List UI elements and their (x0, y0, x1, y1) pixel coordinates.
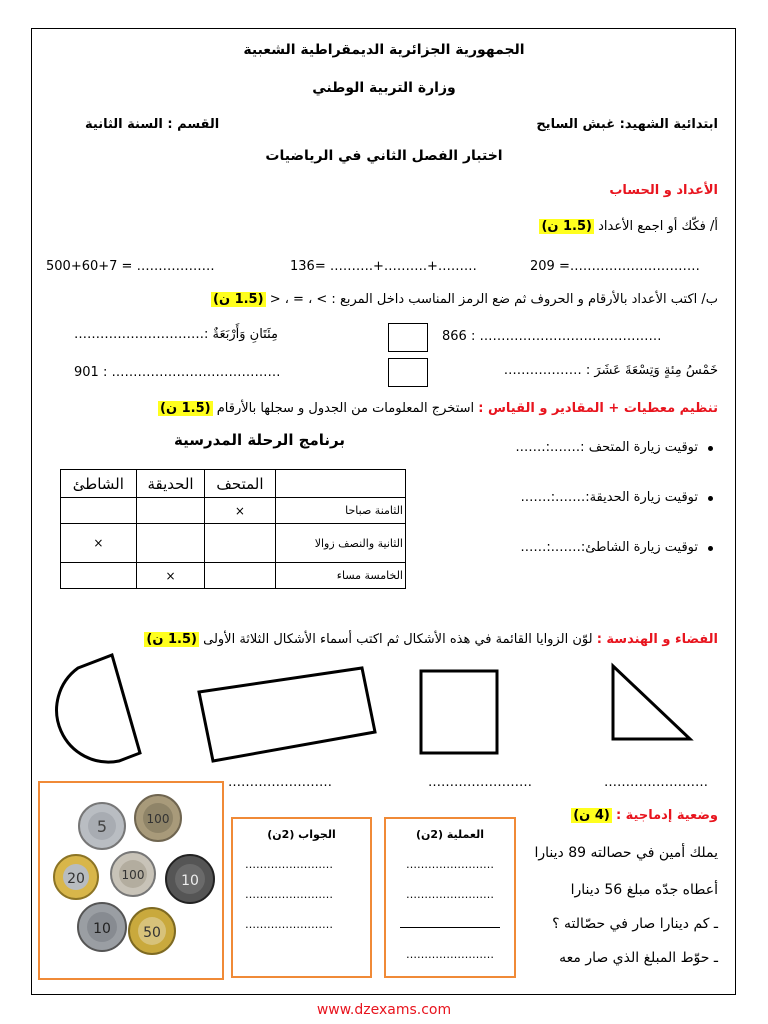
dotted-line: …………………… (245, 918, 333, 931)
trip-table-title: برنامج الرحلة المدرسية (174, 431, 346, 449)
question-a-text: أ/ فكّك أو اجمع الأعداد (598, 219, 718, 234)
shape-name-line: …………………… (604, 775, 708, 790)
compare-symbol-box-2[interactable] (388, 358, 428, 387)
row1-words-to-number: مِئَتَانِ وَأَرْبَعَةٌ :………………………… (74, 327, 278, 342)
cell-beach (61, 563, 137, 589)
right-triangle-shape (613, 666, 690, 739)
cell-museum (205, 563, 275, 589)
shape-name-line: …………………… (228, 775, 332, 790)
answer-box-title: الجواب (2ن) (267, 828, 336, 841)
problem-line: يملك أمين في حصالته 89 دينارا (534, 845, 718, 861)
col-header-beach: الشاطئ (61, 470, 137, 498)
exam-title: اختبار الفصل الثاني في الرياضيات (265, 148, 503, 164)
dotted-line: …………………… (406, 888, 494, 901)
coin-label: 100 (121, 868, 145, 882)
dotted-line: …………………… (245, 858, 333, 871)
cell-museum (205, 524, 275, 563)
question-a-points: (1.5 ن) (541, 219, 592, 234)
section-numbers-title: الأعداد و الحساب (609, 183, 718, 198)
coin-label: 10 (181, 873, 199, 889)
row1-number-to-words: 866 : …………………………………… (442, 329, 662, 344)
row-time-label: الثانية والنصف زوالا (275, 524, 405, 563)
bullet-icon (708, 496, 713, 501)
cell-garden (136, 498, 205, 524)
answer-box[interactable] (231, 817, 372, 978)
republic-title: الجمهورية الجزائرية الديمقراطية الشعبية (243, 42, 525, 58)
exercise-fill: 209 =………………………… (530, 259, 700, 274)
shape-name-line: …………………… (428, 775, 532, 790)
sum-line (400, 927, 500, 928)
exercise-expand: 500+60+7 = ……………… (46, 259, 215, 274)
row-time-label: الثامنة صباحا (275, 498, 405, 524)
exercise-decompose: 136= ……….+……….+……… (290, 259, 477, 274)
coins-illustration (40, 783, 222, 978)
table-row (61, 498, 406, 524)
school-name: ابتدائية الشهيد: غبش السايح (536, 117, 718, 132)
section-geometry-heading (144, 632, 718, 648)
table-row (61, 524, 406, 563)
section-data-heading (158, 401, 718, 417)
cell-garden (136, 524, 205, 563)
section-problem-heading (571, 808, 718, 824)
square-shape (421, 671, 497, 753)
question-b-text: ب/ اكتب الأعداد بالأرقام و الحروف ثم ضع الرمز المناسب داخل المربع : > ، = ، < (269, 292, 718, 307)
question-b-points: (1.5 ن) (213, 292, 264, 307)
section-data-title: تنظيم معطيات + المقادير و القياس : (478, 401, 718, 416)
cell-museum: × (205, 498, 275, 524)
cell-garden: × (136, 563, 205, 589)
class-name: القسم : السنة الثانية (85, 117, 220, 132)
dotted-line: …………………… (245, 888, 333, 901)
ministry-title: وزارة التربية الوطني (312, 80, 456, 96)
section-geometry-instruction: لوّن الزوايا القائمة في هذه الأشكال ثم اكتب أسماء الأشكال الثلاثة الأولى (203, 632, 593, 647)
problem-line: ـ كم دينارا صار في حصّالته ؟ (552, 916, 718, 932)
trip-schedule-table (60, 469, 406, 589)
table-row (61, 563, 406, 589)
operation-box[interactable] (384, 817, 516, 978)
row-time-label: الخامسة مساء (275, 563, 405, 589)
coin-label: 20 (67, 871, 85, 887)
parallelogram-shape (199, 668, 375, 761)
section-problem-title: وضعية إدماجية : (615, 808, 718, 823)
dotted-line: …………………… (406, 948, 494, 961)
operation-box-title: العملية (2ن) (415, 828, 485, 841)
museum-time-question: توقيت زيارة المتحف :…….:……. (515, 440, 698, 455)
coins-box (38, 781, 224, 980)
garden-time-question: توقيت زيارة الحديقة:…….:……. (520, 490, 698, 505)
cell-beach: × (61, 524, 137, 563)
compare-symbol-box-1[interactable] (388, 323, 428, 352)
col-header-empty (275, 470, 405, 498)
section-problem-points: (4 ن) (573, 808, 610, 823)
geometry-shapes (0, 650, 768, 770)
problem-line: أعطاه جدّه مبلغ 56 دينارا (570, 882, 718, 898)
row2-words-to-number: خَمْسُ مِئةٍ وَتِسْعَةَ عَشَرَ : ……………… (503, 363, 718, 378)
section-geometry-title: الفضاء و الهندسة : (596, 632, 718, 647)
coin-label: 5 (96, 817, 108, 836)
beach-time-question: توقيت زيارة الشاطئ:…….:…… (520, 540, 698, 555)
bullet-icon (708, 446, 713, 451)
question-b (211, 292, 718, 308)
section-data-points: (1.5 ن) (160, 401, 211, 416)
bullet-icon (708, 546, 713, 551)
cell-beach (61, 498, 137, 524)
section-geometry-points: (1.5 ن) (146, 632, 197, 647)
section-data-instruction: استخرج المعلومات من الجدول و سجلها بالأرقام (216, 401, 475, 416)
coin-label: 50 (143, 925, 161, 941)
coin-label: 10 (93, 921, 111, 937)
col-header-garden: الحديقة (136, 470, 205, 498)
col-header-museum: المتحف (205, 470, 275, 498)
question-a (539, 219, 718, 235)
semicircle-shape (57, 655, 140, 762)
problem-line: ـ حوّط المبلغ الذي صار معه (559, 950, 718, 966)
footer-website[interactable]: www.dzexams.com (316, 1002, 452, 1018)
coin-label: 100 (146, 812, 170, 826)
row2-number-to-words: 901 : ………………………………… (74, 365, 281, 380)
dotted-line: …………………… (406, 858, 494, 871)
